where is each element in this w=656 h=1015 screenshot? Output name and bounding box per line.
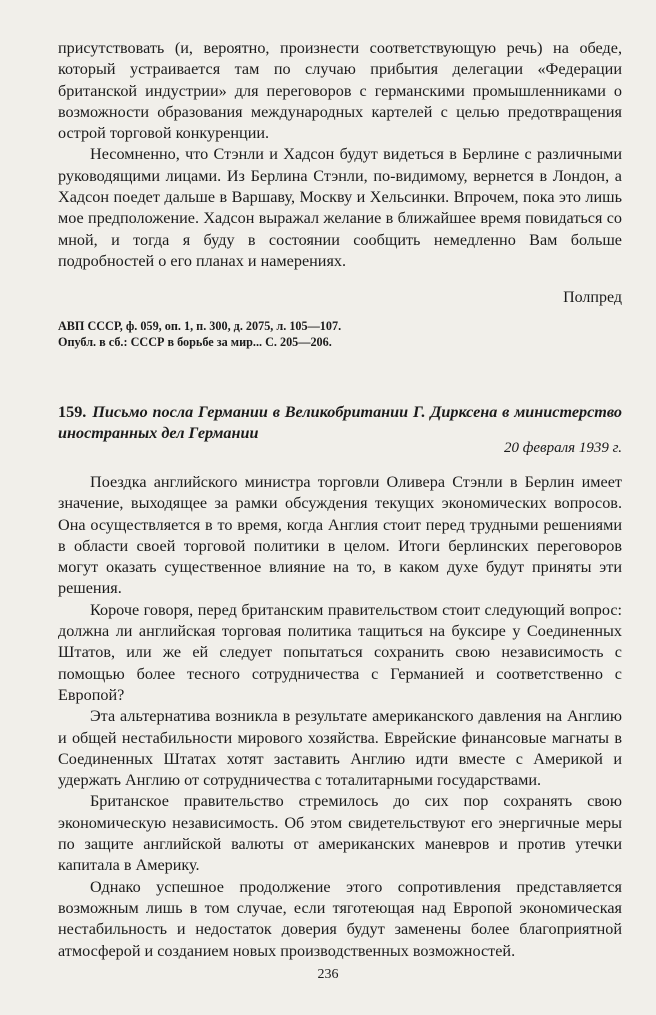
document-body <box>58 472 622 962</box>
paragraph: Короче говоря, перед британским правительством стоит следующий вопрос: должна ли английская торговая политика тащиться на буксире у Соединенных Штатов, или же ей следует попытаться сохранить свою независимость с помощью более тесного сотрудничества с Германией и соответственно с Европой? <box>58 600 622 704</box>
paragraph: Эта альтернатива возникла в результате американского давления на Англию и общей нестабильности мирового хозяйства. Еврейские финансовые магнаты в Соединенных Штатах хотят заставить Англию идти вместе с Америкой и удержать Англию от сотрудничества с тоталитарными государствами. <box>58 707 622 790</box>
document-title: Письмо посла Германии в Великобритании Г. Дирксена в министерство иностранных дел Германии <box>58 403 622 442</box>
top-text-block <box>58 38 622 272</box>
page-number: 236 <box>317 967 339 982</box>
archive-source-note: АВП СССР, ф. 059, оп. 1, п. 300, д. 2075, л. 105—107. Опубл. в сб.: СССР в борьбе за мир... С. 205—206. <box>58 319 342 349</box>
document-heading <box>58 402 622 444</box>
paragraph: Поездка английского министра торговли Оливера Стэнли в Берлин имеет значение, выходящее за рамки обсуждения текущих экономических вопросов. Она осуществляется в то время, когда Англия стоит перед трудными решениями в области своей торговой политики в целом. Итоги берлинских переговоров могут оказать существенное влияние на то, в каком духе будут приняты эти решения. <box>58 473 622 598</box>
paragraph: Британское правительство стремилось до сих пор сохранять свою экономическую независимость. Об этом свидетельствуют его энергичные меры по защите английской валюты от американских маневров и против утечки капитала в Америку. <box>58 792 622 875</box>
paragraph: Несомненно, что Стэнли и Хадсон будут видеться в Берлине с различными руководящими лицами. Из Берлина Стэнли, по-видимому, вернется в Лондон, а Хадсон поедет дальше в Варшаву, Москву и Хельсинки. Впрочем, пока это лишь мое предположение. Хадсон выражал желание в ближайшее время повидаться со мной, и тогда я буду в состоянии сообщить немедленно Вам больше подробностей о его планах и намерениях. <box>58 145 622 270</box>
document-number: 159. <box>58 403 87 421</box>
signature: Полпред <box>563 289 622 306</box>
document-date: 20 февраля 1939 г. <box>504 440 622 456</box>
paragraph: Однако успешное продолжение этого сопротивления представляется возможным лишь в том случае, если тяготеющая над Европой экономическая нестабильность и недостаток доверия будут заменены более благоприятной атмосферой и созданием новых производственных возможностей. <box>58 877 622 960</box>
paragraph-continued: присутствовать (и, вероятно, произнести соответствующую речь) на обеде, который устраивается там по случаю прибытия делегации «Федерации британской индустрии» для переговоров с германскими промышленниками о возможности образования международных картелей с целью предотвращения острой торговой конкуренции. <box>58 39 622 143</box>
